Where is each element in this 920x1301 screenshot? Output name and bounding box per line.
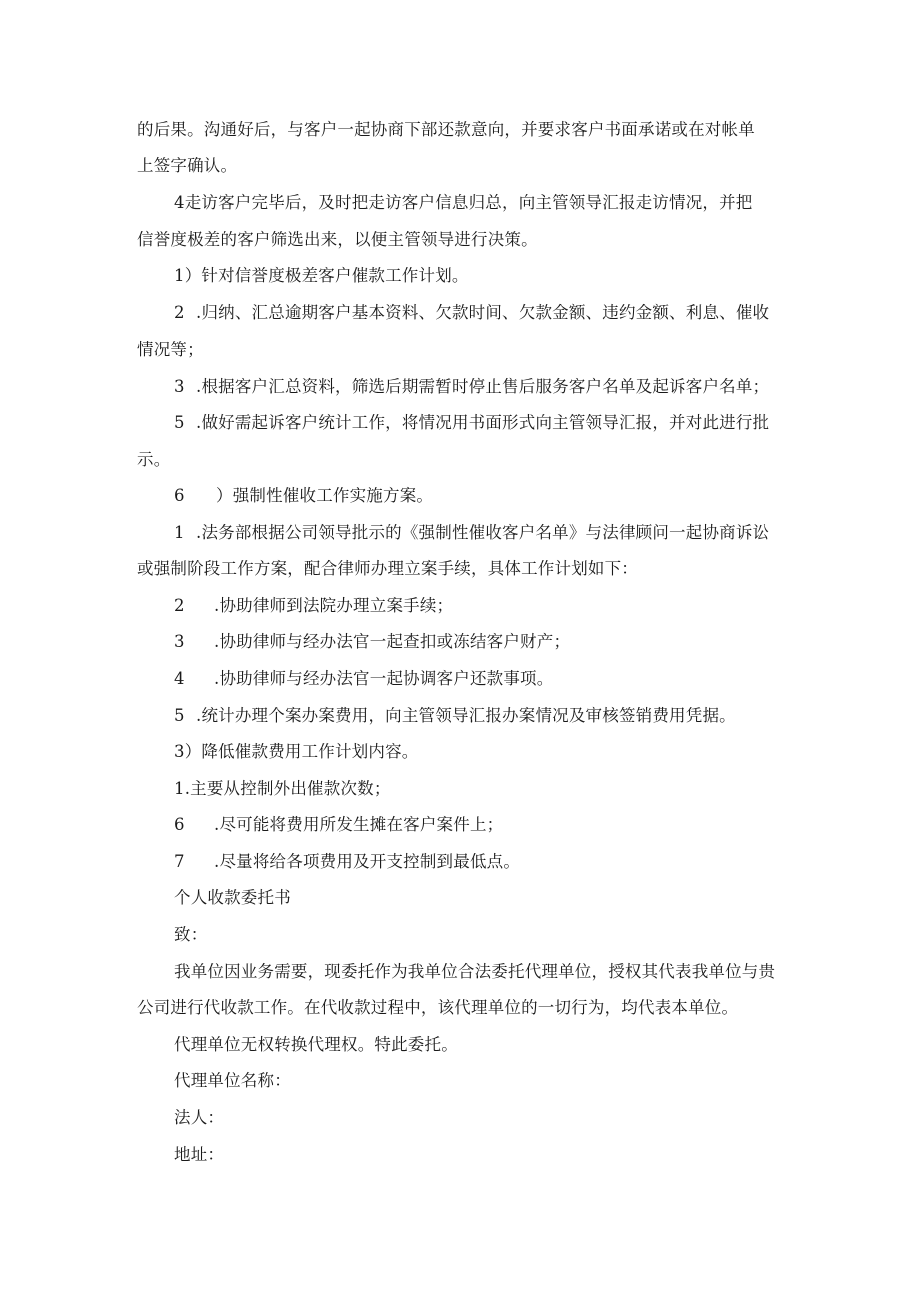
paragraph-line: 信誉度极差的客户筛选出来，以便主管领导进行决策。 — [137, 230, 538, 249]
list-item-number: 5 — [174, 413, 185, 432]
section-heading — [174, 486, 433, 506]
list-item — [174, 303, 769, 323]
section-heading-text: ）强制性催收工作实施方案。 — [216, 486, 434, 505]
list-item-text: .协助律师与经办法官一起查扣或冻结客户财产； — [214, 632, 571, 651]
list-item-number: 7 — [174, 852, 185, 871]
field-agent-name: 代理单位名称： — [174, 1071, 291, 1090]
list-item-text: .协助律师与经办法官一起协调客户还款事项。 — [214, 669, 554, 688]
paragraph-line: 4走访客户完毕后，及时把走访客户信息归总，向主管领导汇报走访情况，并把 — [174, 193, 753, 212]
list-item — [174, 706, 736, 726]
list-item-text: .根据客户汇总资料，筛选后期需暂时停止售后服务客户名单及起诉客户名单； — [196, 377, 770, 396]
paragraph-line: 公司进行代收款工作。在代收款过程中，该代理单位的一切行为，均代表本单位。 — [137, 998, 739, 1017]
list-item — [174, 815, 503, 835]
list-item — [174, 852, 520, 872]
list-item — [174, 669, 553, 689]
list-item-number: 3 — [174, 632, 185, 651]
list-item-text: .做好需起诉客户统计工作，将情况用书面形式向主管领导汇报，并对此进行批 — [196, 413, 770, 432]
paragraph-line: 代理单位无权转换代理权。特此委托。 — [174, 1035, 458, 1054]
paragraph-line: 示。 — [137, 450, 171, 469]
section-heading: 3）降低催款费用工作计划内容。 — [174, 742, 419, 761]
paragraph-line: 上签字确认。 — [137, 156, 238, 175]
list-item: 1.主要从控制外出催款次数； — [174, 779, 391, 798]
paragraph-line: 或强制阶段工作方案，配合律师办理立案手续，具体工作计划如下： — [137, 559, 638, 578]
list-item — [174, 377, 769, 397]
list-item-number: 3 — [174, 377, 185, 396]
paragraph-line: 的后果。沟通好后，与客户一起协商下部还款意向，并要求客户书面承诺或在对帐单 — [137, 120, 755, 139]
field-address: 地址： — [174, 1145, 225, 1164]
section-heading: 1）针对信誉度极差客户催款工作计划。 — [174, 266, 469, 285]
section-number: 6 — [174, 486, 185, 505]
paragraph-line: 我单位因业务需要，现委托作为我单位合法委托代理单位，授权其代表我单位与贵 — [174, 962, 776, 981]
list-item — [174, 632, 570, 652]
list-item-number: 5 — [174, 706, 185, 725]
list-item-number: 2 — [174, 303, 185, 322]
paragraph-line: 情况等； — [137, 340, 204, 359]
salutation: 致： — [174, 925, 208, 944]
list-item-text: .协助律师到法院办理立案手续； — [214, 596, 454, 615]
list-item-text: .尽量将给各项费用及开支控制到最低点。 — [214, 852, 521, 871]
list-item-number: 1 — [174, 523, 185, 542]
list-item-number: 6 — [174, 815, 185, 834]
list-item-number: 2 — [174, 596, 185, 615]
list-item-text: .尽可能将费用所发生摊在客户案件上； — [214, 815, 504, 834]
list-item — [174, 596, 453, 616]
list-item-text: .归纳、汇总逾期客户基本资料、欠款时间、欠款金额、违约金额、利息、催收 — [196, 303, 770, 322]
list-item-text: .统计办理个案办案费用，向主管领导汇报办案情况及审核签销费用凭据。 — [196, 706, 736, 725]
list-item — [174, 523, 769, 543]
list-item-number: 4 — [174, 669, 185, 688]
document-title: 个人收款委托书 — [174, 888, 291, 907]
list-item-text: .法务部根据公司领导批示的《强制性催收客户名单》与法律顾问一起协商诉讼 — [196, 523, 770, 542]
field-legal-person: 法人： — [174, 1108, 225, 1127]
list-item — [174, 413, 769, 433]
